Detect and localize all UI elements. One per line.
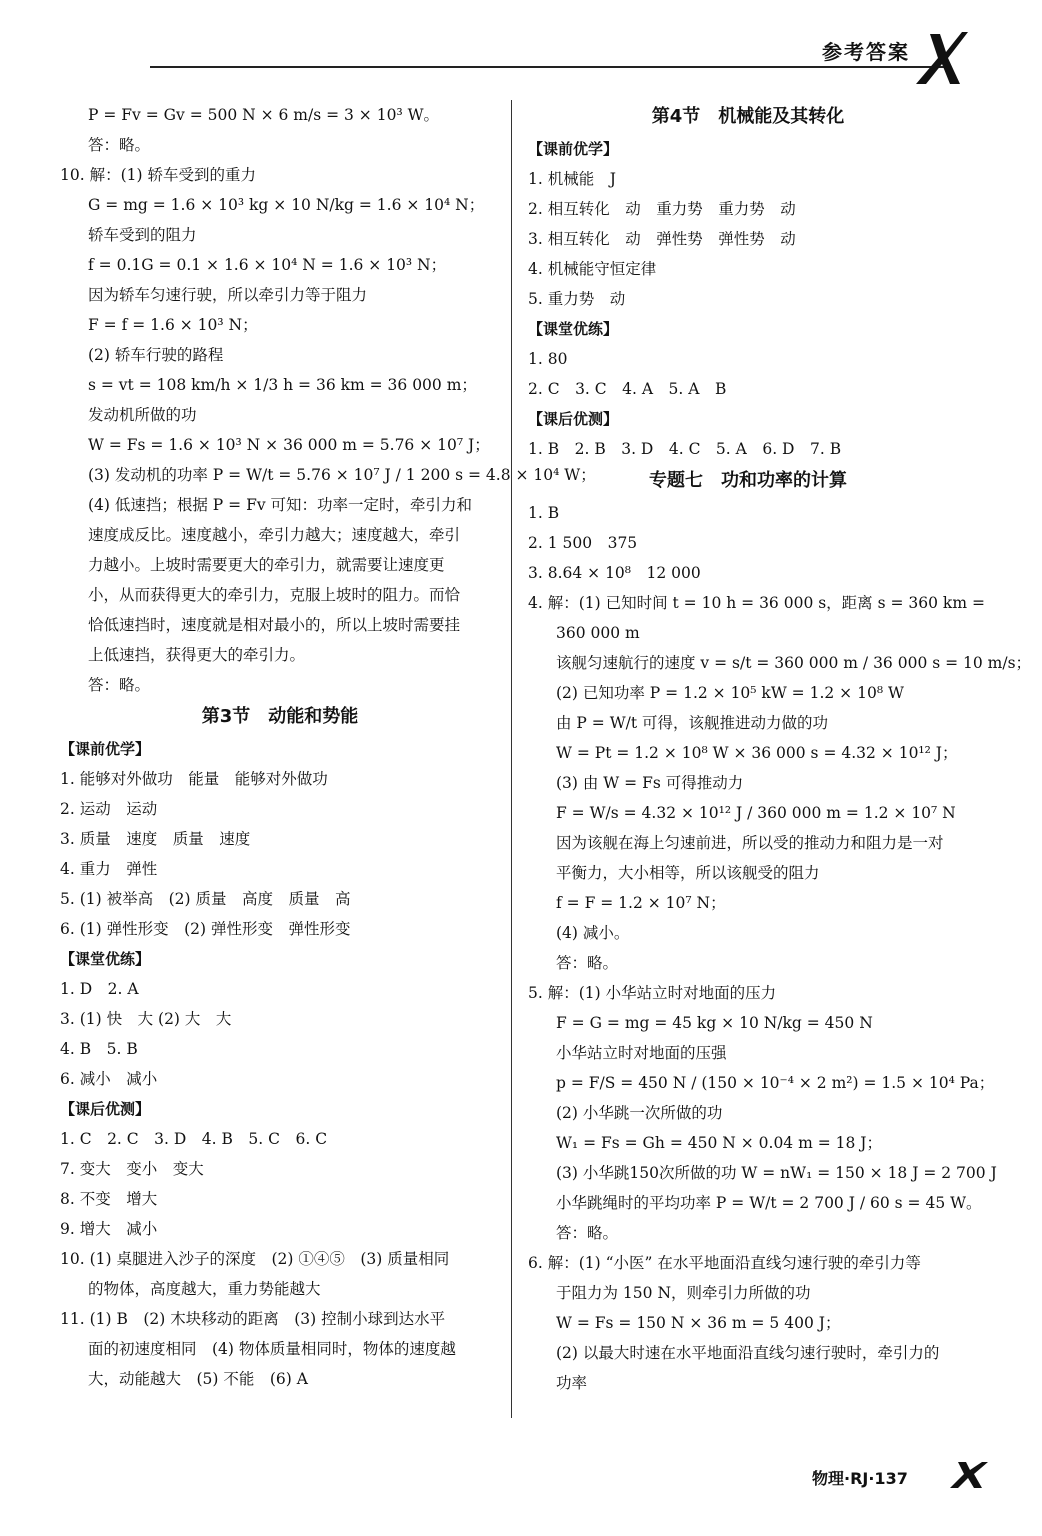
text-line: 小华跳绳时的平均功率 P = W/t = 2 700 J / 60 s = 45 W。 — [556, 1194, 982, 1212]
text-line: 4. 重力 弹性 — [60, 860, 158, 878]
text-line: F = f = 1.6 × 10³ N； — [88, 316, 258, 334]
text-line: W = Pt = 1.2 × 10⁸ W × 36 000 s = 4.32 × 10¹² J； — [556, 744, 958, 762]
text-line: 4. B 5. B — [60, 1040, 138, 1058]
text-line: 3. 8.64 × 10⁸ 12 000 — [528, 564, 701, 582]
text-line: 2. 1 500 375 — [528, 534, 638, 552]
text-line: 该舰匀速航行的速度 v = s/t = 360 000 m / 36 000 s = 10 m/s； — [556, 654, 1032, 672]
text-line: (2) 已知功率 P = 1.2 × 10⁵ kW = 1.2 × 10⁸ W — [556, 684, 904, 702]
brand-logo-icon — [908, 30, 968, 86]
header-rule — [150, 66, 950, 68]
text-line: 小华站立时对地面的压强 — [556, 1044, 727, 1062]
text-line: s = vt = 108 km/h × 1/3 h = 36 km = 36 000 m； — [88, 376, 477, 394]
text-line: 1. B 2. B 3. D 4. C 5. A 6. D 7. B — [528, 440, 842, 458]
text-line: 9. 增大 减小 — [60, 1220, 158, 1238]
text-line: 1. C 2. C 3. D 4. B 5. C 6. C — [60, 1130, 328, 1148]
header-title: 参考答案 — [822, 40, 910, 64]
text-line: 6. 解：(1) “小医” 在水平地面沿直线匀速行驶的牵引力等 — [528, 1254, 921, 1272]
text-line: (4) 低速挡；根据 P = Fv 可知：功率一定时，牵引力和 — [88, 496, 473, 514]
subsection-label: 【课后优测】 — [60, 1100, 151, 1118]
text-line: 小，从而获得更大的牵引力，克服上坡时的阻力。而恰 — [88, 586, 461, 604]
text-line: 3. (1) 快 大 (2) 大 大 — [60, 1010, 232, 1028]
text-line: 6. 减小 减小 — [60, 1070, 158, 1088]
text-line: 由 P = W/t 可得，该舰推进动力做的功 — [556, 714, 829, 732]
text-line: (2) 轿车行驶的路程 — [88, 346, 224, 364]
section-title: 专题七 功和功率的计算 — [649, 470, 847, 491]
right-column — [528, 100, 1032, 1398]
text-line: 10. (1) 桌腿进入沙子的深度 (2) ①④⑤ (3) 质量相同 — [60, 1250, 450, 1268]
text-line: 2. 相互转化 动 重力势 重力势 动 — [528, 200, 796, 218]
text-line: F = W/s = 4.32 × 10¹² J / 360 000 m = 1.2 × 10⁷ N — [556, 804, 956, 822]
text-line: p = F/S = 450 N / (150 × 10⁻⁴ × 2 m²) = 1.5 × 10⁴ Pa； — [556, 1074, 995, 1092]
text-line: 因为轿车匀速行驶，所以牵引力等于阻力 — [88, 286, 368, 304]
text-line: W = Fs = 150 N × 36 m = 5 400 J； — [556, 1314, 841, 1332]
text-line: 6. (1) 弹性形变 (2) 弹性形变 弹性形变 — [60, 920, 351, 938]
text-line: 恰低速挡时，速度就是相对最小的，所以上坡时需要挂 — [88, 616, 461, 634]
text-line: 5. 解：(1) 小华站立时对地面的压力 — [528, 984, 777, 1002]
text-line: 4. 机械能守恒定律 — [528, 260, 657, 278]
text-line: W = Fs = 1.6 × 10³ N × 36 000 m = 5.76 × 10⁷ J； — [88, 436, 490, 454]
page-number: 物理·RJ·137 — [812, 1469, 908, 1488]
text-line: 功率 — [556, 1374, 588, 1392]
text-line: 因为该舰在海上匀速前进，所以受的推动力和阻力是一对 — [556, 834, 944, 852]
column-divider — [511, 100, 512, 1418]
text-line: 3. 相互转化 动 弹性势 弹性势 动 — [528, 230, 796, 248]
text-line: 答：略。 — [556, 954, 619, 972]
text-line: G = mg = 1.6 × 10³ kg × 10 N/kg = 1.6 × 10⁴ N； — [88, 196, 485, 214]
text-line: 7. 变大 变小 变大 — [60, 1160, 204, 1178]
text-line: 1. B — [528, 504, 560, 522]
text-line: (3) 由 W = Fs 可得推动力 — [556, 774, 744, 792]
text-line: 5. (1) 被举高 (2) 质量 高度 质量 高 — [60, 890, 351, 908]
text-line: (3) 发动机的功率 P = W/t = 5.76 × 10⁷ J / 1 200 s = 4.8 × 10⁴ W； — [88, 466, 596, 484]
text-line: 的物体，高度越大，重力势能越大 — [88, 1280, 321, 1298]
text-line: f = F = 1.2 × 10⁷ N； — [556, 894, 726, 912]
subsection-label: 【课堂优练】 — [528, 320, 619, 338]
text-line: 1. D 2. A — [60, 980, 139, 998]
text-line: 2. C 3. C 4. A 5. A B — [528, 380, 727, 398]
text-line: 1. 机械能 J — [528, 170, 616, 188]
text-line: 1. 80 — [528, 350, 568, 368]
subsection-label: 【课堂优练】 — [60, 950, 151, 968]
footer-logo-icon — [946, 1460, 996, 1490]
subsection-label: 【课前优学】 — [60, 740, 151, 758]
text-line: (4) 减小。 — [556, 924, 630, 942]
text-line: 上低速挡，获得更大的牵引力。 — [88, 646, 306, 664]
text-line: 8. 不变 增大 — [60, 1190, 158, 1208]
text-line: 答：略。 — [556, 1224, 619, 1242]
text-line: P = Fv = Gv = 500 N × 6 m/s = 3 × 10³ W。 — [88, 106, 440, 124]
text-line: 速度成反比。速度越小，牵引力越大；速度越大，牵引 — [88, 526, 461, 544]
text-line: 平衡力，大小相等，所以该舰受的阻力 — [556, 864, 820, 882]
text-line: 3. 质量 速度 质量 速度 — [60, 830, 251, 848]
text-line: 11. (1) B (2) 木块移动的距离 (3) 控制小球到达水平 — [60, 1310, 446, 1328]
text-line: (2) 以最大时速在水平地面沿直线匀速行驶时，牵引力的 — [556, 1344, 940, 1362]
text-line: 答：略。 — [88, 136, 151, 154]
subsection-label: 【课后优测】 — [528, 410, 619, 428]
text-line: 答：略。 — [88, 676, 151, 694]
text-line: 力越小。上坡时需要更大的牵引力，就需要让速度更 — [88, 556, 445, 574]
text-line: W₁ = Fs = Gh = 450 N × 0.04 m = 18 J； — [556, 1134, 882, 1152]
text-line: 发动机所做的功 — [88, 406, 197, 424]
text-line: (2) 小华跳一次所做的功 — [556, 1104, 723, 1122]
text-line: 1. 能够对外做功 能量 能够对外做功 — [60, 770, 328, 788]
text-line: 于阻力为 150 N，则牵引力所做的功 — [556, 1284, 811, 1302]
subsection-label: 【课前优学】 — [528, 140, 619, 158]
text-line: (3) 小华跳150次所做的功 W = nW₁ = 150 × 18 J = 2 700 J — [556, 1164, 997, 1182]
text-line: F = G = mg = 45 kg × 10 N/kg = 450 N — [556, 1014, 873, 1032]
text-line: 4. 解：(1) 已知时间 t = 10 h = 36 000 s，距离 s = 360 km = — [528, 594, 985, 612]
section-title: 第4节 机械能及其转化 — [651, 106, 845, 127]
text-line: f = 0.1G = 0.1 × 1.6 × 10⁴ N = 1.6 × 10³ N； — [88, 256, 447, 274]
section-title: 第3节 动能和势能 — [201, 706, 359, 727]
text-line: 360 000 m — [556, 624, 640, 642]
text-line: 10. 解：(1) 轿车受到的重力 — [60, 166, 256, 184]
text-line: 2. 运动 运动 — [60, 800, 158, 818]
text-line: 面的初速度相同 (4) 物体质量相同时，物体的速度越 — [88, 1340, 456, 1358]
text-line: 5. 重力势 动 — [528, 290, 626, 308]
text-line: 大，动能越大 (5) 不能 (6) A — [88, 1370, 308, 1388]
text-line: 轿车受到的阻力 — [88, 226, 197, 244]
